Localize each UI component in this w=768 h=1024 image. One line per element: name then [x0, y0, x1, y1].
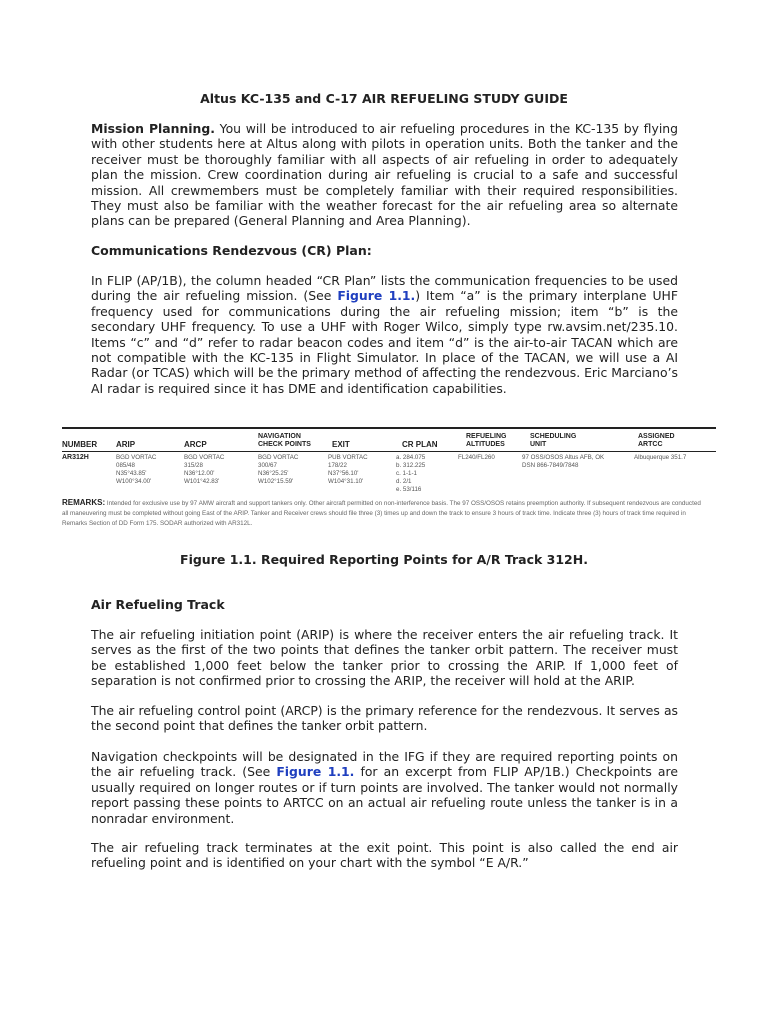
cr-plan-paragraph — [91, 273, 678, 396]
header-cr-plan: CR PLAN — [402, 440, 438, 449]
mission-planning-text: You will be introduced to air refueling procedures in the KC-135 by flying with other students here at Altus along with pilots in operation units. Both the tanker and the receiver must be thoroughly familiar with all aspects of air refueling in order to adequately plan the mission. Crew coordination during air refueling is crucial to a safe and successful mission. All crewmembers must be completely familiar with their required responsibilities. They must also be familiar with the weather forecast for the air refueling area so alternate plans can be prepared (General Planning and Area Planning). — [91, 121, 678, 229]
flip-table-header — [62, 427, 716, 452]
air-refueling-track-heading: Air Refueling Track — [91, 597, 225, 612]
remarks-label: REMARKS: — [62, 498, 106, 507]
document-title: Altus KC-135 and C-17 AIR REFUELING STUDY GUIDE — [200, 91, 568, 106]
nav-text-1: Navigation checkpoints will be designated in the IFG if they are required reporting points on the air refueling track. (See — [91, 749, 678, 780]
mission-planning-label: Mission Planning. — [91, 121, 215, 136]
mission-planning-paragraph — [91, 121, 678, 229]
flip-table — [62, 427, 716, 529]
cell-exit: PUB VORTAC 178/22 N37°56.10' W104°31.10' — [328, 454, 368, 485]
arcp-paragraph: The air refueling control point (ARCP) is the primary reference for the rendezvous. It serves as the second point that defines the tanker orbit pattern. — [91, 703, 678, 734]
flip-table-row — [62, 452, 716, 498]
figure-1-1-link-2[interactable]: Figure 1.1. — [276, 764, 355, 780]
cell-refueling-altitudes: FL240/FL260 — [458, 454, 495, 461]
cr-plan-heading: Communications Rendezvous (CR) Plan: — [91, 243, 372, 258]
figure-caption: Figure 1.1. Required Reporting Points for A/R Track 312H. — [180, 552, 588, 567]
header-arip: ARIP — [116, 440, 136, 449]
flip-remarks — [62, 498, 702, 529]
cr-plan-text-1: In FLIP (AP/1B), the column headed “CR Plan” lists the communication frequencies to be used during the air refueling mission. (See — [91, 273, 678, 304]
figure-1-1-link[interactable]: Figure 1.1. — [337, 288, 416, 304]
cell-scheduling-unit: 97 OSS/OSOS Altus AFB, OK DSN 866-7849/7848 — [522, 454, 605, 469]
header-scheduling-unit: SCHEDULING UNIT — [530, 433, 577, 448]
cell-number: AR312H — [62, 454, 89, 461]
cell-arcp: BGD VORTAC 315/28 N36°12.00' W101°42.83' — [184, 454, 225, 485]
header-number: NUMBER — [62, 440, 98, 449]
header-arcp: ARCP — [184, 440, 207, 449]
cr-plan-text-2: ) Item “a” is the primary interplane UHF frequency used for communications during the air refueling mission; item “b” is the secondary UHF frequency. To use a UHF with Roger Wilco, simply type rw.avsim.net/235.10. Items “c” and “d” refer to radar beacon codes and item “d” is the air-to-air TACAN which are not compatible with the KC-135 in Flight Simulator. In place of the TACAN, we will use a AI Radar (or TCAS) which will be the primary method of affecting the rendezvous. Eric Marciano’s AI radar is required since it has DME and identification capabilities. — [91, 288, 678, 396]
cell-cr-plan: a. 284.075 b. 312.225 c. 1-1-1 d. 2/1 e. 53/116 — [396, 454, 426, 493]
nav-text-2: for an excerpt from FLIP AP/1B.) Checkpoints are usually required on longer routes or if turn points are involved. The tanker would not normally report passing these points to ARTCC on an actual air refueling route unless the tanker is in a nonradar environment. — [91, 764, 678, 826]
remarks-text: Intended for exclusive use by 97 AMW aircraft and support tankers only. Other aircraft permitted on non-interference basis. The 97 OSS/OSOS retains preemption authority. If subsequent rendezvous are conducted all maneuvering must be completed without going East of the ARIP. Tanker and Receiver crews should file three (3) times up and down the track to ensure 3 hours of track time. Indicate three (3) hours of track time required in Remarks Section of DD Form 175. SODAR authorized with AR312L. — [62, 500, 701, 527]
header-exit: EXIT — [332, 440, 350, 449]
cell-assigned-artcc: Albuquerque 351.7 — [634, 454, 687, 461]
cell-arip: BGD VORTAC 085/48 N35°43.85' W100°34.00' — [116, 454, 157, 485]
header-refueling-altitudes: REFUELING ALTITUDES — [466, 433, 507, 448]
header-nav-checkpoints: NAVIGATION CHECK POINTS — [258, 433, 311, 448]
header-assigned-artcc: ASSIGNED ARTCC — [638, 433, 675, 448]
nav-checkpoints-paragraph — [91, 749, 678, 826]
cell-nav-checkpoints: BGD VORTAC 300/67 N36°25.25' W102°15.59' — [258, 454, 299, 485]
exit-point-paragraph: The air refueling track terminates at the exit point. This point is also called the end air refueling point and is identified on your chart with the symbol “E A/R.” — [91, 840, 678, 871]
arip-paragraph: The air refueling initiation point (ARIP) is where the receiver enters the air refueling track. It serves as the first of the two points that defines the tanker orbit pattern. The receiver must be established 1,000 feet below the tanker prior to crossing the ARIP. If 1,000 feet of separation is not confirmed prior to crossing the ARIP, the receiver will hold at the ARIP. — [91, 627, 678, 689]
